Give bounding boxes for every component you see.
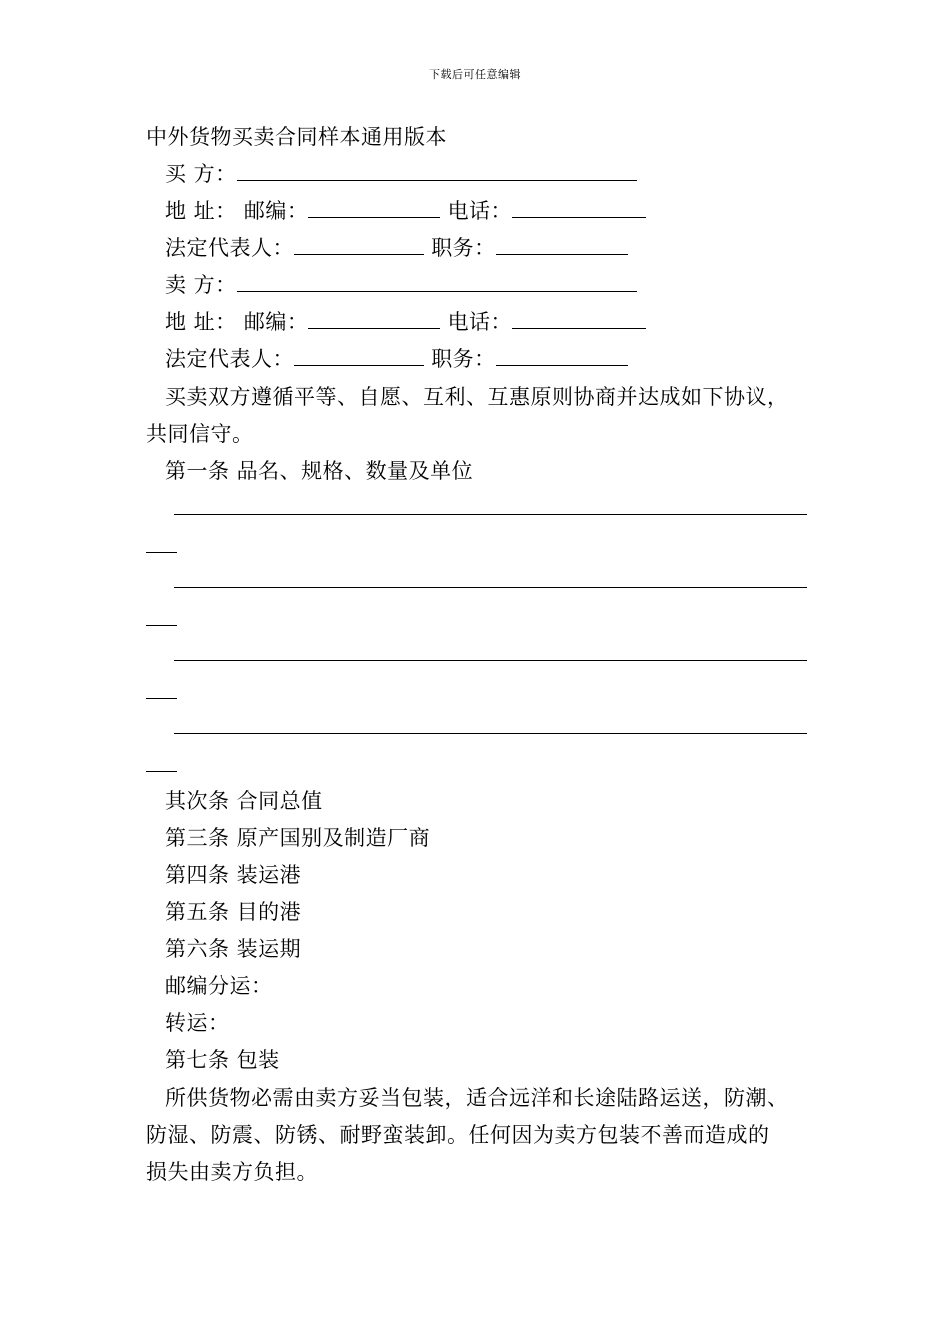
seller-blank[interactable] (237, 273, 637, 292)
article-1-heading: 第一条 品名、规格、数量及单位 (165, 459, 474, 483)
seller-phone-blank[interactable] (512, 310, 646, 329)
seller-zip-blank[interactable] (308, 310, 440, 329)
preamble-line-2: 共同信守。 (146, 422, 254, 446)
seller-rep-blank[interactable] (294, 347, 424, 366)
seller-position-label: 职务： (431, 347, 496, 371)
partial-shipment-label: 邮编分运： (165, 974, 273, 998)
buyer-phone-blank[interactable] (512, 199, 646, 218)
packing-line-1: 所供货物必需由卖方妥当包装，适合远洋和长途陆路运送，防潮、 (165, 1086, 789, 1110)
seller-rep-label: 法定代表人： (165, 347, 294, 371)
fill-in-line-2[interactable] (174, 587, 807, 588)
buyer-label: 买 方： (165, 162, 237, 186)
article-3-heading: 第三条 原产国别及制造厂商 (165, 826, 431, 850)
fill-in-line-4-cont (146, 771, 177, 772)
page-header-note: 下载后可任意编辑 (429, 68, 521, 81)
buyer-position-label: 职务： (431, 236, 496, 260)
document-title: 中外货物买卖合同样本通用版本 (146, 125, 447, 149)
buyer-address-line (165, 198, 646, 224)
fill-in-line-4[interactable] (174, 733, 807, 734)
article-4-heading: 第四条 装运港 (165, 863, 302, 887)
buyer-rep-line (165, 235, 628, 261)
article-5-heading: 第五条 目的港 (165, 900, 302, 924)
transshipment-label: 转运： (165, 1011, 230, 1035)
buyer-zip-blank[interactable] (308, 199, 440, 218)
seller-line (165, 272, 637, 298)
article-7-heading: 第七条 包装 (165, 1048, 280, 1072)
seller-label: 卖 方： (165, 273, 237, 297)
buyer-line (165, 161, 637, 187)
seller-rep-line (165, 346, 628, 372)
fill-in-line-2-cont (146, 625, 177, 626)
preamble-line-1: 买卖双方遵循平等、自愿、互利、互惠原则协商并达成如下协议， (165, 385, 789, 409)
fill-in-line-1-cont (146, 552, 177, 553)
fill-in-line-3-cont (146, 698, 177, 699)
buyer-address-label: 地 址： (165, 199, 237, 223)
buyer-blank[interactable] (237, 162, 637, 181)
seller-phone-label: 电话： (447, 310, 513, 334)
buyer-position-blank[interactable] (496, 236, 628, 255)
article-6-heading: 第六条 装运期 (165, 937, 302, 961)
buyer-zip-label: 邮编： (243, 199, 309, 223)
buyer-phone-label: 电话： (447, 199, 513, 223)
seller-position-blank[interactable] (496, 347, 628, 366)
packing-line-2: 防湿、防震、防锈、耐野蛮装卸。任何因为卖方包装不善而造成的 (146, 1123, 770, 1147)
article-2-heading: 其次条 合同总值 (165, 789, 323, 813)
seller-address-label: 地 址： (165, 310, 237, 334)
packing-line-3: 损失由卖方负担。 (146, 1160, 318, 1184)
buyer-rep-label: 法定代表人： (165, 236, 294, 260)
fill-in-line-3[interactable] (174, 660, 807, 661)
seller-address-line (165, 309, 646, 335)
seller-zip-label: 邮编： (243, 310, 309, 334)
fill-in-line-1[interactable] (174, 514, 807, 515)
buyer-rep-blank[interactable] (294, 236, 424, 255)
